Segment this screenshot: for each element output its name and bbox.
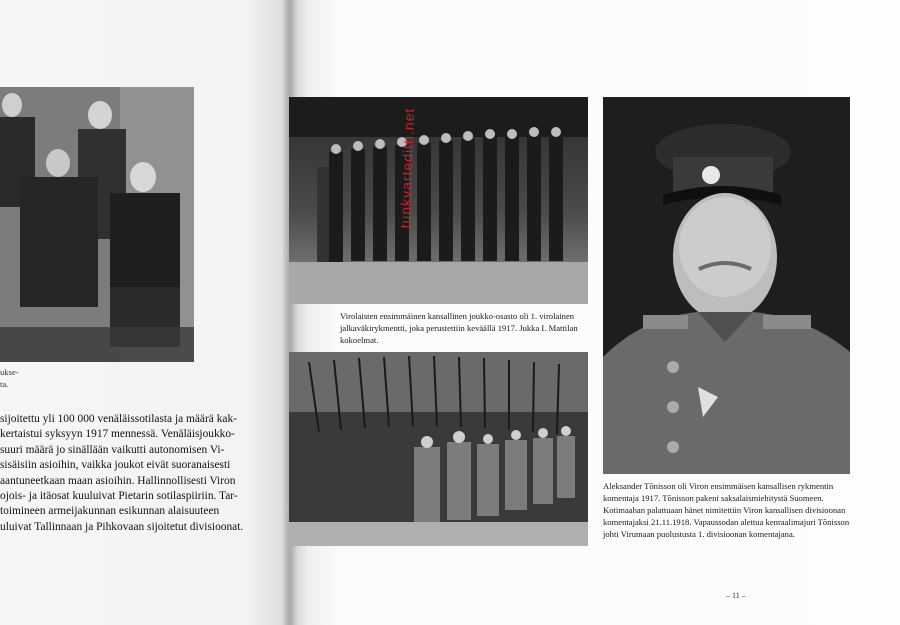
body-line: uluivat Tallinnaan ja Pihkovaan sijoitetut divisioonat. — [0, 520, 244, 533]
page-number: – 11 – — [726, 591, 746, 600]
watermark-text: tunkvarteditti.net — [397, 107, 418, 229]
body-line: ojois- ja itäosat kuuluivat Pietarin sotilaspiiriin. Tar- — [0, 490, 238, 503]
body-line: kertaistui syksyyn 1917 mennessä. Venäläisjoukko- — [0, 428, 235, 441]
body-line: suuri määrä jo sinällään vaikutti autonomisen Vi- — [0, 443, 225, 456]
body-line: toimineen armeijakunnan esikunnan alaisuuteen — [0, 505, 220, 518]
tonisson-portrait-photo — [603, 97, 850, 474]
body-text — [0, 412, 245, 535]
body-line: sijoitettu yli 100 000 venäläissotilasta ja määrä kak- — [0, 413, 237, 425]
regiment-photo-caption: Virolaisten ensimmäinen kansallinen joukko-osasto oli 1. virolainen jalkaväkirykmentti, joka perustettiin keväällä 1917. Jukka I. Mattilan kokoelmat. — [340, 311, 578, 345]
body-line: aantuneetkaan maan asioihin. Hallinnollisesti Viron — [0, 474, 236, 487]
regiment-line-photo — [289, 97, 588, 304]
body-line: sisäisiin asioihin, vaikka joukot eivät suoranaisesti — [0, 459, 231, 472]
troops-with-rifles-photo — [289, 352, 588, 546]
left-caption-fragment: ukse- ta. — [0, 367, 19, 389]
officers-group-photo — [0, 87, 194, 362]
portrait-caption: Aleksander Tõnisson oli Viron ensimmäisen kansallisen rykmentin komentaja 1917. Tõnisson pakeni saksalaismiehitystä Suomeen. Kotimaahan palattuaan hänet nimitettiin Viron kansallisen divisioonan komentajaksi 21.11.1918. Vapaussodan alettua kenraalimajuri Tõnisson johti Virumaan puolustusta 1. divisioonan komentajana. — [603, 481, 850, 539]
